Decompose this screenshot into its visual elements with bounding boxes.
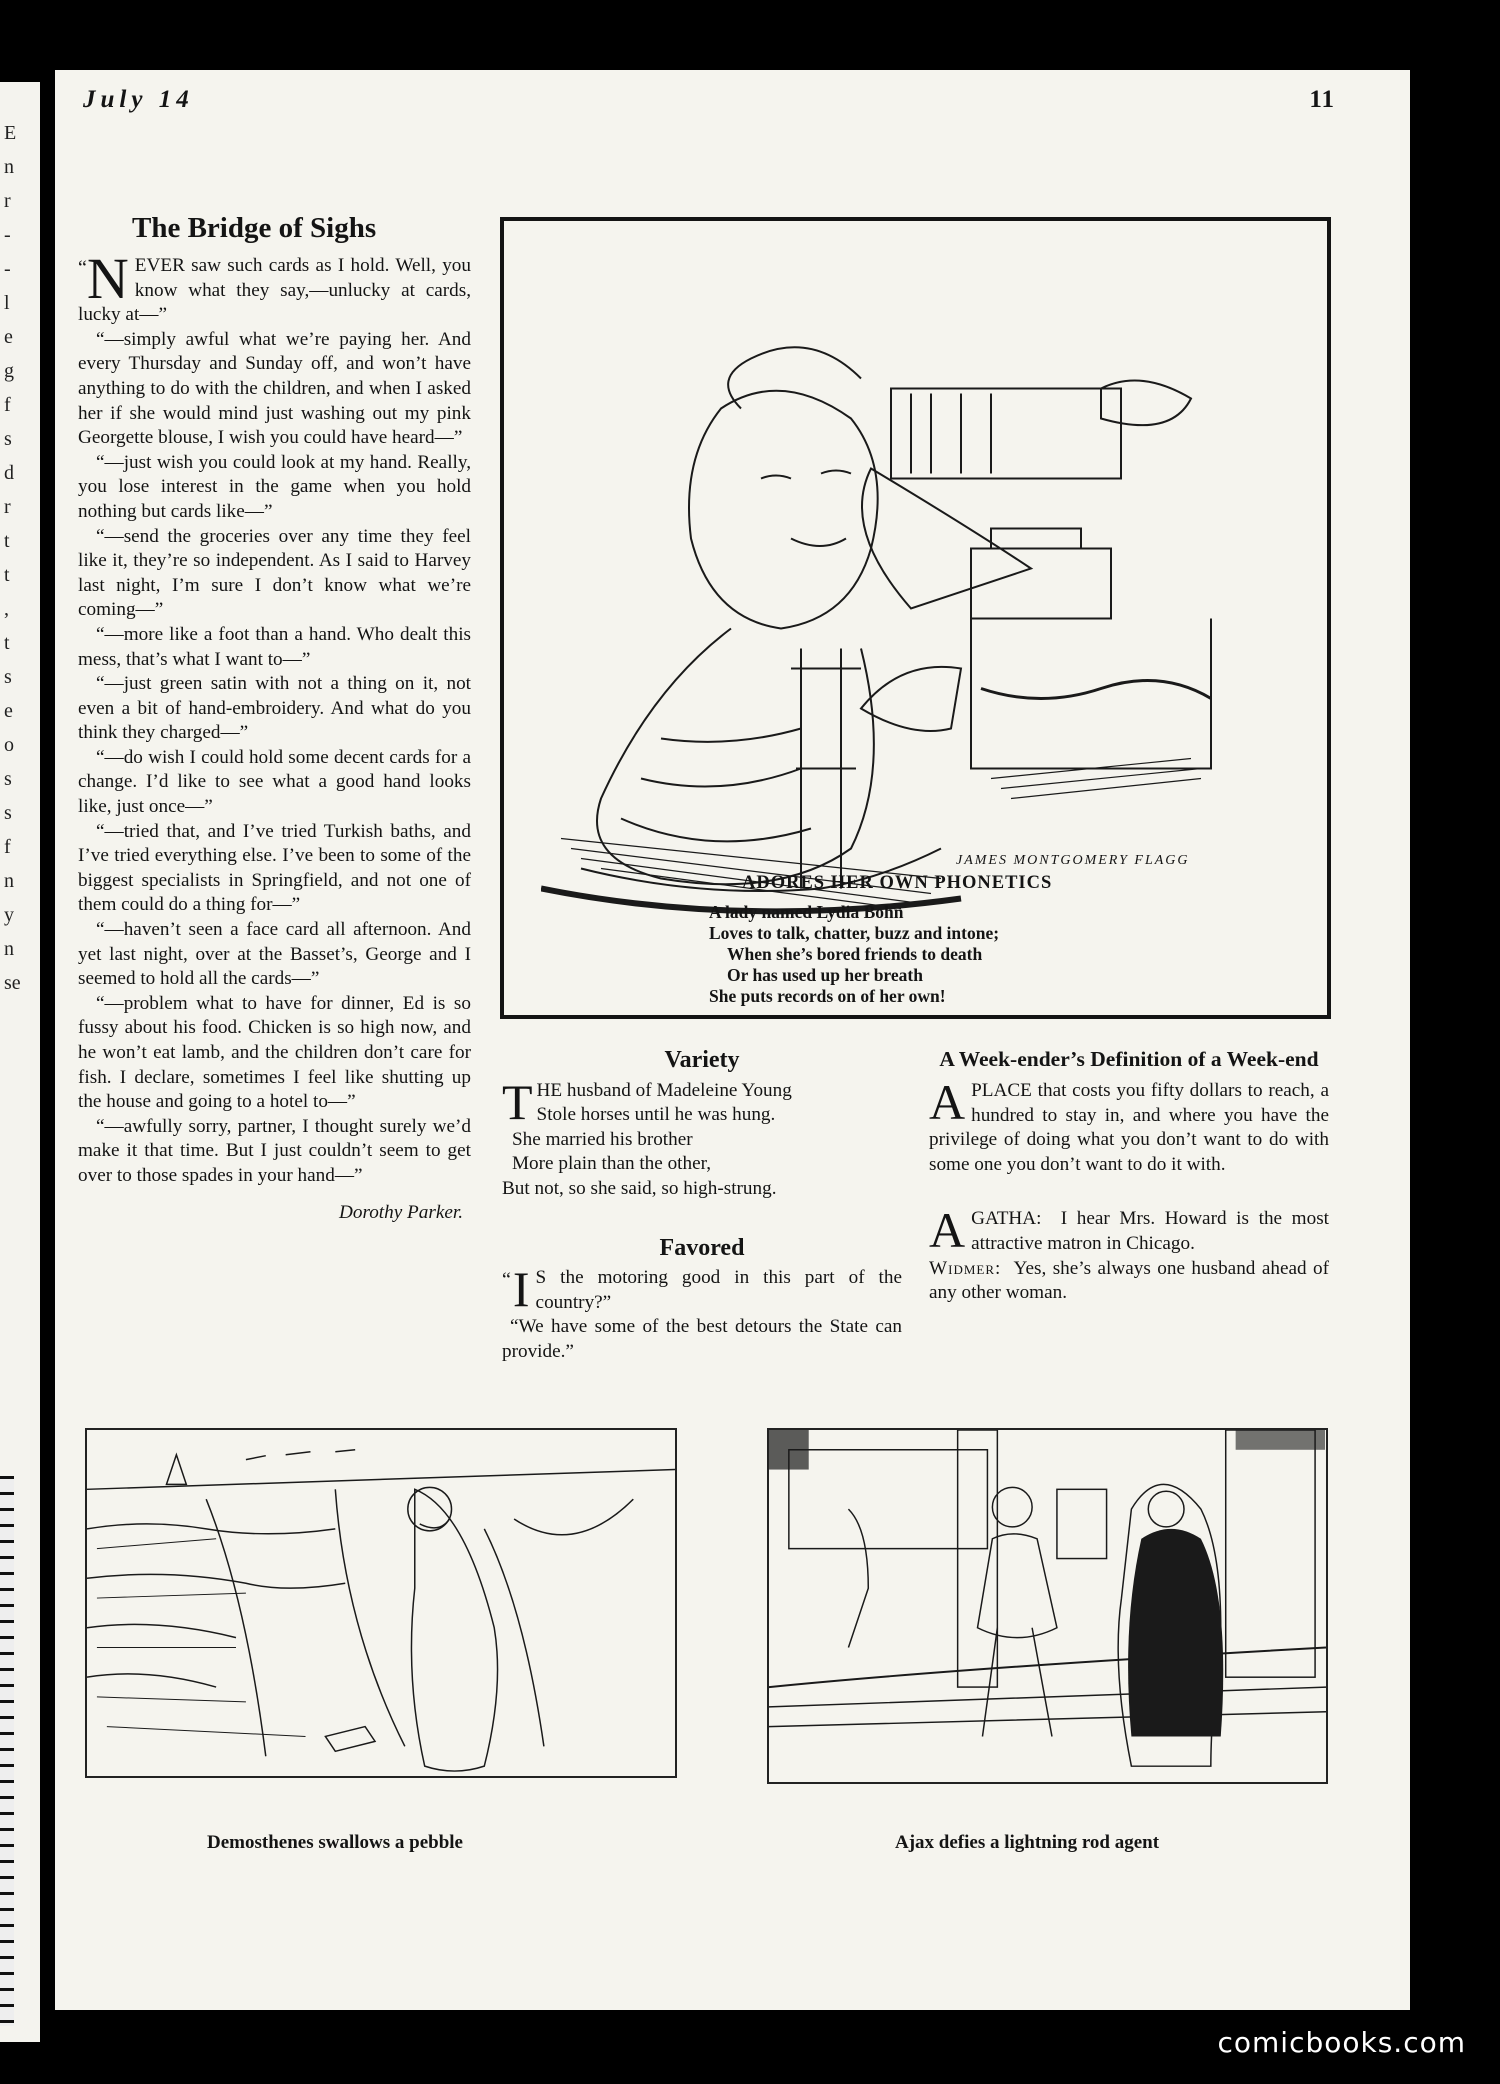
poem-line: Stole horses until he was hung. xyxy=(536,1104,776,1126)
story-paragraph: “—simply awful what we’re paying her. And every Thursday and Sunday off, and won’t have anything to do with the children, and when I asked her if she would mind just washing out my pink Georgette blouse, I wish you could have heard—” xyxy=(78,328,471,449)
middle-column xyxy=(502,1048,902,1365)
page-number: 11 xyxy=(1309,86,1335,113)
favored-dropcap: I xyxy=(512,1261,530,1318)
previous-page-letter: , xyxy=(4,598,9,620)
story-title: The Bridge of Sighs xyxy=(132,212,377,244)
previous-page-letter: t xyxy=(4,632,10,654)
previous-page-letter: l xyxy=(4,292,10,314)
variety-title: Variety xyxy=(664,1047,740,1073)
previous-page-illustration-edge xyxy=(0,1476,14,2026)
cartoon-artist-signature: JAMES MONTGOMERY FLAGG xyxy=(956,853,1190,868)
poem-line: She married his brother xyxy=(512,1128,693,1150)
story-body xyxy=(78,246,471,1225)
story-paragraph: “—tried that, and I’ve tried Turkish baths, and I’ve tried everything else. I’ve been to some of the biggest specialists in Springfield, and not one of them could do a thing for—” xyxy=(78,820,471,916)
story-paragraph: “—just wish you could look at my hand. Really, you lose interest in the game when you hold nothing but cards like—” xyxy=(78,451,471,522)
variety-dropcap: T xyxy=(502,1073,533,1130)
verse-line: Or has used up her breath xyxy=(727,965,923,985)
previous-page-letter: f xyxy=(4,836,11,858)
story-paragraph: “—just green satin with not a thing on it, not even a bit of hand-embroidery. And what do you think they charged—” xyxy=(78,673,471,744)
demosthenes-caption: Demosthenes swallows a pebble xyxy=(207,1832,463,1853)
weekend-text: A PLACE that costs you fifty dollars to reach, a hundred to stay in, and where you have the privilege of doing what you don’t want to do with some one you don’t want to do it with. xyxy=(929,1074,1329,1175)
favored-text: “ I S the motoring good in this part of the country?” “We have some of the best detours the State can provide.” xyxy=(502,1261,902,1362)
previous-page-letter: d xyxy=(4,462,14,484)
previous-page-letter: r xyxy=(4,496,11,518)
poem-line: More plain than the other, xyxy=(512,1153,712,1175)
previous-page-letter: r xyxy=(4,190,11,212)
previous-page-letter: - xyxy=(4,224,11,246)
cartoon-title: ADORES HER OWN PHONETICS xyxy=(742,873,1053,893)
verse-line: Loves to talk, chatter, buzz and intone; xyxy=(709,923,1000,943)
previous-page-letter: t xyxy=(4,530,10,552)
right-column xyxy=(929,1048,1329,1306)
cartoon-frame xyxy=(500,217,1331,1019)
previous-page-letter: se xyxy=(4,972,21,994)
story-author: Dorothy Parker. xyxy=(339,1201,463,1223)
verse-line: She puts records on of her own! xyxy=(709,986,946,1006)
ajax-illustration xyxy=(767,1428,1328,1784)
variety-poem xyxy=(502,1073,902,1202)
agatha-dropcap: A xyxy=(929,1202,966,1259)
previous-page-letter: f xyxy=(4,394,11,416)
story-paragraph: “—problem what to have for dinner, Ed is so fussy about his food. Chicken is so high now, and he won’t eat lamb, and the children don’t care for fish. I declare, sometimes I feel like shutting up the house and going to a hotel to—” xyxy=(78,992,471,1113)
demosthenes-illustration xyxy=(85,1428,677,1778)
previous-page-letter: t xyxy=(4,564,10,586)
previous-page-letter: - xyxy=(4,258,11,280)
agatha-dialogue: A GATHA: I hear Mrs. Howard is the most attractive matron in Chicago. Widmer: Yes, she’s always one husband ahead of any other woman. xyxy=(929,1202,1330,1304)
previous-page-letter: E xyxy=(4,122,17,144)
previous-page-letter: e xyxy=(4,700,13,722)
previous-page-letter: g xyxy=(4,360,14,382)
ajax-caption: Ajax defies a lightning rod agent xyxy=(895,1832,1160,1853)
story-paragraph: “—send the groceries over any time they feel like it, they’re so independent. As I said to Harvey last night, I’m sure I don’t know what we’re coming—” xyxy=(78,525,471,621)
issue-date: July 14 xyxy=(83,86,194,113)
previous-page-letter: n xyxy=(4,156,14,178)
story-dropcap: N xyxy=(86,246,129,311)
story-paragraph: “—do wish I could hold some decent cards for a change. I’d like to see what a good hand looks like, just once—” xyxy=(78,746,471,818)
previous-page-letter: e xyxy=(4,326,13,348)
story-paragraph: “—haven’t seen a face card all afternoon. And yet last night, over at the Basset’s, George and I seemed to hold all the cards—” xyxy=(78,919,471,990)
verse-line: A lady named Lydia Bohn xyxy=(709,902,904,922)
previous-page-letter: y xyxy=(4,904,14,926)
previous-page-letter: o xyxy=(4,734,14,756)
poem-line: But not, so she said, so high-strung. xyxy=(502,1177,777,1199)
watermark-logo: comicbooks.com xyxy=(1217,2026,1466,2059)
previous-page-letter: s xyxy=(4,666,12,688)
story-paragraph: “—awfully sorry, partner, I thought surely we’d make it that time. But I just couldn’t seem to get over to those spades in your hand—” xyxy=(78,1115,471,1186)
weekend-title: A Week-ender’s Definition of a Week-end xyxy=(939,1047,1319,1071)
cartoon-verse xyxy=(709,902,999,1007)
weekend-dropcap: A xyxy=(929,1074,966,1130)
previous-page-letter: n xyxy=(4,870,14,892)
story-first-paragraph: “ N EVER saw such cards as I hold. Well, you know what they say,—unlucky at cards, lucky at—” xyxy=(78,246,471,326)
previous-page-letter: s xyxy=(4,768,12,790)
favored-title: Favored xyxy=(659,1234,745,1261)
previous-page-letter: s xyxy=(4,802,12,824)
previous-page-letter: s xyxy=(4,428,12,450)
poem-line: HE husband of Madeleine Young xyxy=(536,1079,792,1101)
previous-page-letter: n xyxy=(4,938,14,960)
verse-line: When she’s bored friends to death xyxy=(727,944,983,964)
story-paragraph: “—more like a foot than a hand. Who dealt this mess, that’s what I want to—” xyxy=(78,623,471,670)
